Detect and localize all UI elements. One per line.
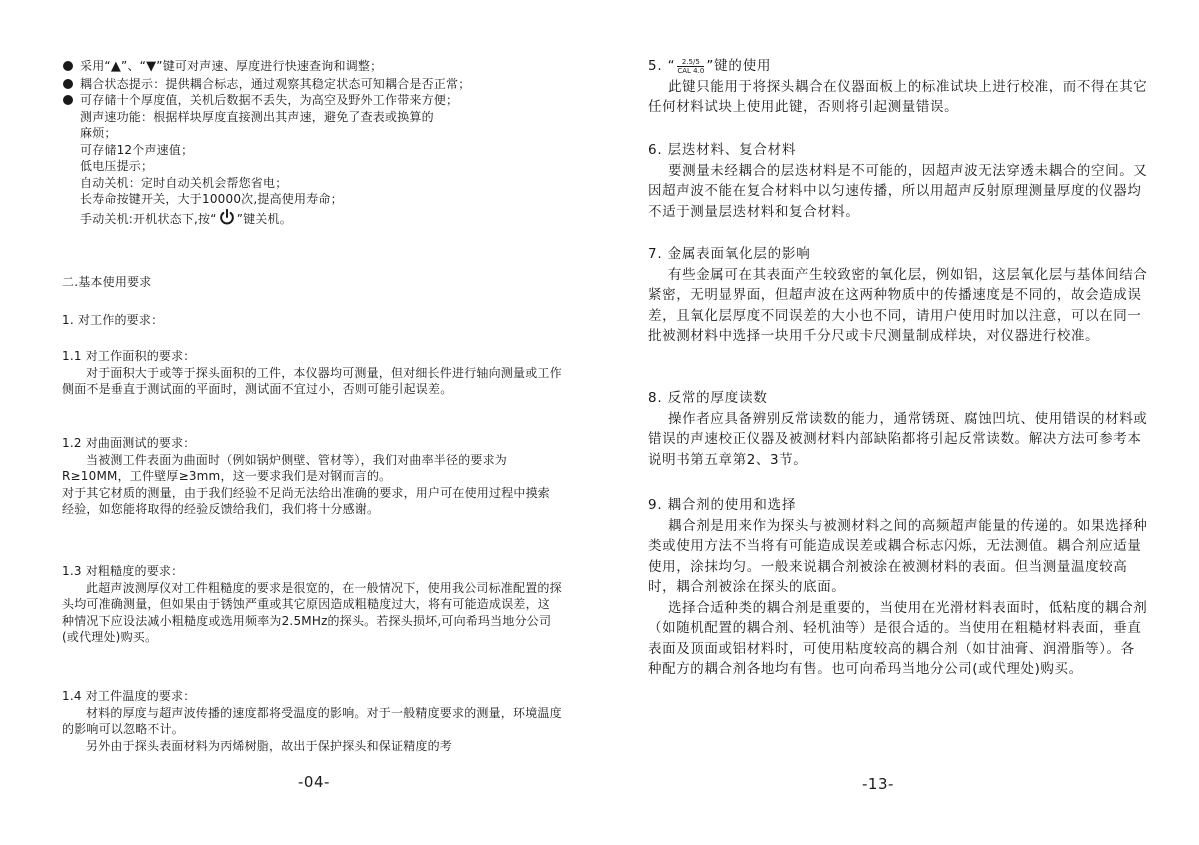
page-number: -04- xyxy=(298,773,330,791)
feature-line: 自动关机：定时自动关机会帮您省电； xyxy=(80,175,288,190)
section-1-1 xyxy=(62,348,562,398)
feature-line: 麻烦； xyxy=(80,126,117,140)
section-5 xyxy=(648,56,1148,118)
power-icon xyxy=(217,208,237,224)
section-1-2-body-2: 对于其它材质的测量，由于我们经验不足尚无法给出准确的要求，用户可在使用过程中摸索经验，如您能将取得的经验反馈给我们，我们将十分感谢。 xyxy=(62,485,551,516)
section-1-4-body-2: 另外由于探头表面材料为丙烯树脂，故出于保护探头和保证精度的考 xyxy=(86,738,453,753)
section-1-2-title: 1.2 对曲面测试的要求： xyxy=(62,436,196,450)
feature-manual-off: 手动关机:开机状态下,按“ ”键关机。 xyxy=(62,208,562,228)
section-9-body-2: 选择合适种类的耦合剂是重要的，当使用在光滑材料表面时，低粘度的耦合剂（如随机配置的耦合剂、轻机油等）是很合适的。当使用在粗糙材料表面，垂直表面及顶面或铝材料时，可使用粘度较高的耦合剂（如甘油膏、润滑脂等）。各种配方的耦合剂各地均有售。也可向希玛当地分公司(或代理处)购买。 xyxy=(648,599,1148,677)
section-1-2-body: 当被测工件表面为曲面时（例如锅炉侧壁、管材等），我们对曲率半径的要求为R≥10MM，工件壁厚≥3mm，这一要求我们是对钢而言的。 xyxy=(62,452,508,483)
feature-line: 可存储12个声速值； xyxy=(80,142,194,157)
section-8-title: 8. 反常的厚度读数 xyxy=(648,390,768,406)
feature-line: 长寿命按键开关，大于10000次,提高使用寿命； xyxy=(80,192,343,206)
feature-line: 测声速功能：根据样块厚度直接测出其声速，避免了查表或换算的 xyxy=(80,109,434,124)
right-page xyxy=(648,0,1148,845)
triangle-down-icon: ▼ xyxy=(146,59,157,74)
section-1-4-body: 材料的厚度与超声波传播的速度都将受温度的影响。对于一般精度要求的测量，环境温度的影响可以忽略不计。 xyxy=(62,705,562,736)
calibration-key-icon: 2.5/5 CAL 4.0 xyxy=(677,57,705,75)
section-1-1-title: 1.1 对工作面积的要求： xyxy=(62,349,196,363)
section-7-body: 有些金属可在其表面产生较致密的氧化层，例如铝，这层氧化层与基体间结合紧密，无明显界面，但超声波在这两种物质中的传播速度是不同的，故会造成误差，且氧化层厚度不同误差的大小也不同，请用户使用时加以注意，可以在同一批被测材料中选择一块用千分尺或卡尺测量制成样块，对仪器进行校准。 xyxy=(648,266,1148,344)
section-7 xyxy=(648,244,1148,347)
section-9-title: 9. 耦合剂的使用和选择 xyxy=(648,497,797,513)
section-9 xyxy=(648,495,1148,680)
page-number: -13- xyxy=(862,775,894,793)
section-1-3 xyxy=(62,563,562,646)
section-1-3-body: 此超声波测厚仪对工件粗糙度的要求是很宽的，在一般情况下，使用我公司标准配置的探头均可准确测量，但如果由于锈蚀严重或其它原因造成粗糙度过大，将有可能造成误差，这种情况下应设法减小粗糙度或选用频率为2.5MHz的探头。若探头损坏,可向希玛当地分公司(或代理处)购买。 xyxy=(62,580,562,644)
section-9-body: 耦合剂是用来作为探头与被测材料之间的高频超声能量的传递的。如果选择种类或使用方法不当将有可能造成误差或耦合标志闪烁，无法测值。耦合剂应适量使用，涂抹均匀。一般来说耦合剂被涂在被测材料的表面。但当测量温度较高时，耦合剂被涂在探头的底面。 xyxy=(648,517,1148,595)
section-5-body: 此键只能用于将探头耦合在仪器面板上的标准试块上进行校准，而不得在其它任何材料试块上使用此键，否则将引起测量错误。 xyxy=(648,78,1148,115)
feature-bullet-list xyxy=(62,58,562,227)
bullet-arrow-keys: 采用“▲”、“▼”键可对声速、厚度进行快速查询和调整； xyxy=(62,58,562,76)
section-7-title: 7. 金属表面氧化层的影响 xyxy=(648,246,811,262)
bullet-storage: 可存储十个厚度值，关机后数据不丢失，为高空及野外工作带来方便； xyxy=(62,92,562,109)
left-page xyxy=(62,0,562,845)
bullet-coupling-status: 耦合状态提示：提供耦合标志，通过观察其稳定状态可知耦合是否正常； xyxy=(62,76,562,93)
section-8 xyxy=(648,388,1148,470)
section-1-3-title: 1.3 对粗糙度的要求： xyxy=(62,564,184,578)
section-2-title: 二.基本使用要求 xyxy=(62,275,152,289)
section-8-body: 操作者应具备辨别反常读数的能力，通常锈斑、腐蚀凹坑、使用错误的材料或错误的声速校正仪器及被测材料内部缺陷都将引起反常读数。解决方法可参考本说明书第五章第2、3节。 xyxy=(648,410,1148,468)
section-5-title: 5. “ 2.5/5 CAL 4.0 ”键的使用 xyxy=(648,57,772,75)
section-1-1-body: 对于面积大于或等于探头面积的工件，本仪器均可测量，但对细长件进行轴向测量或工作侧面不是垂直于测试面的平面时，测试面不宜过小，否则可能引起误差。 xyxy=(62,365,562,396)
section-6-body: 要测量未经耦合的层迭材料是不可能的，因超声波无法穿透未耦合的空间。又因超声波不能在复合材料中以匀速传播，所以用超声反射原理测量厚度的仪器均不适于测量层迭材料和复合材料。 xyxy=(648,162,1148,220)
triangle-up-icon: ▲ xyxy=(110,59,122,74)
section-6 xyxy=(648,140,1148,222)
section-6-title: 6. 层迭材料、复合材料 xyxy=(648,142,797,158)
section-1-4-title: 1.4 对工件温度的要求： xyxy=(62,689,196,703)
feature-line: 低电压提示； xyxy=(80,159,154,173)
section-1-2 xyxy=(62,435,562,518)
section-2-1-title: 1. 对工作的要求： xyxy=(62,313,164,327)
section-1-4 xyxy=(62,688,562,754)
